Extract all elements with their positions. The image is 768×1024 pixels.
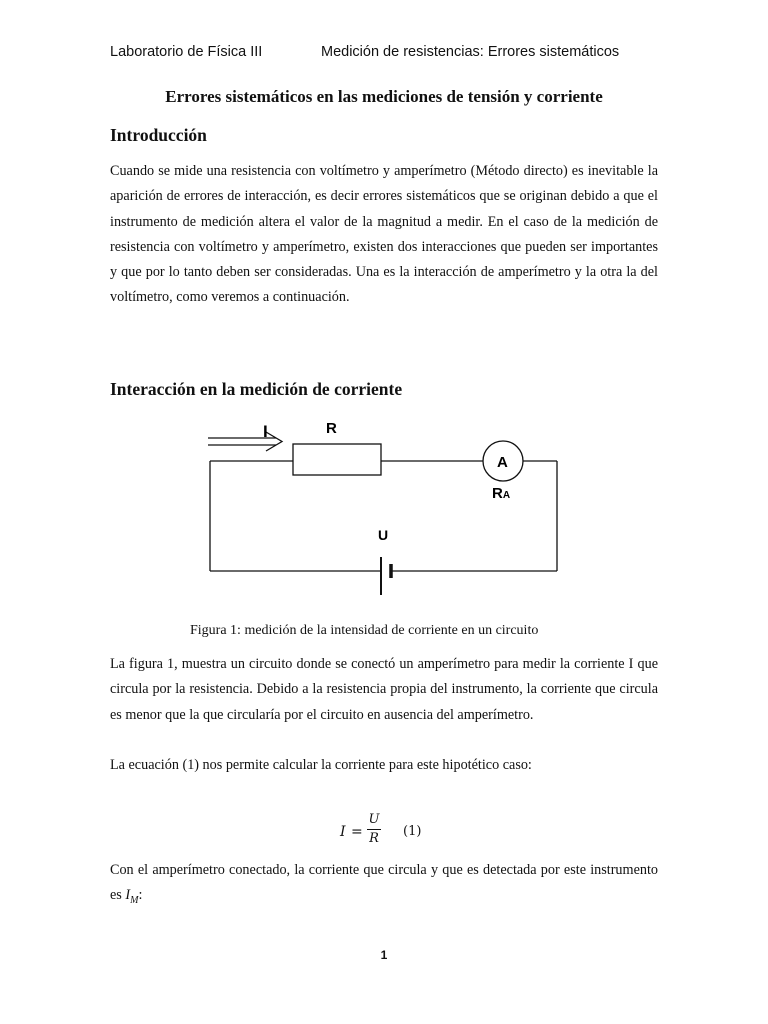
equation-lhs: I (340, 824, 346, 840)
equation-equals: = (351, 824, 363, 840)
circuit-diagram (200, 415, 570, 600)
ammeter-current-paragraph (110, 858, 658, 913)
ammeter-resistance-label: RA (492, 485, 511, 502)
paragraph-text: Con el amperímetro conectado, la corriente que circula y que es detectada por este instrumento es (110, 862, 658, 904)
equation-denominator: R (369, 831, 379, 846)
current-label: I (263, 422, 268, 441)
heading-introduccion: Introducción (110, 125, 207, 145)
resistor-label: R (326, 420, 337, 437)
header-topic: Medición de resistencias: Errores sistemáticos (321, 44, 620, 60)
figure-caption: Figura 1: medición de la intensidad de corriente en un circuito (190, 623, 539, 638)
current-symbol: I (125, 887, 131, 904)
page-number: 1 (380, 948, 388, 962)
equation-fraction (367, 812, 381, 847)
equation-number: (1) (403, 824, 422, 839)
battery-source (381, 557, 391, 595)
paragraph-colon: : (138, 887, 143, 904)
fraction-bar (367, 829, 381, 830)
source-label: U (378, 527, 389, 543)
equation-numerator: U (368, 812, 380, 827)
resistor (293, 444, 381, 475)
document-title: Errores sistemáticos en las mediciones de tensión y corriente (165, 87, 603, 106)
equation-intro-paragraph: La ecuación (1) nos permite calcular la corriente para este hipotético caso: (110, 757, 532, 773)
figure-explanation-paragraph: La figura 1, muestra un circuito donde se conectó un amperímetro para medir la corriente I que circula por la resistencia. Debido a la resistencia propia del instrumento, la corriente que circula es menor que la que circularía por el circuito en ausencia del amperímetro. (110, 656, 658, 723)
current-arrow (208, 432, 282, 451)
header-course: Laboratorio de Física III (110, 44, 263, 60)
current-subscript: M (130, 895, 139, 907)
intro-paragraph: Cuando se mide una resistencia con voltímetro y amperímetro (Método directo) es inevitable la aparición de errores de interacción, es decir errores sistemáticos que se originan debido a que el instrumento de medición altera el valor de la magnitud a medir. En el caso de la medición de resistencia con voltímetro y amperímetro, existen dos interacciones que pueden ser importantes y que por lo tanto deben ser consideradas. Una es la interacción de amperímetro y la otra la del voltímetro, como veremos a continuación. (110, 163, 658, 306)
heading-interaccion-corriente: Interacción en la medición de corriente (110, 379, 403, 399)
ammeter-label: A (497, 454, 508, 471)
